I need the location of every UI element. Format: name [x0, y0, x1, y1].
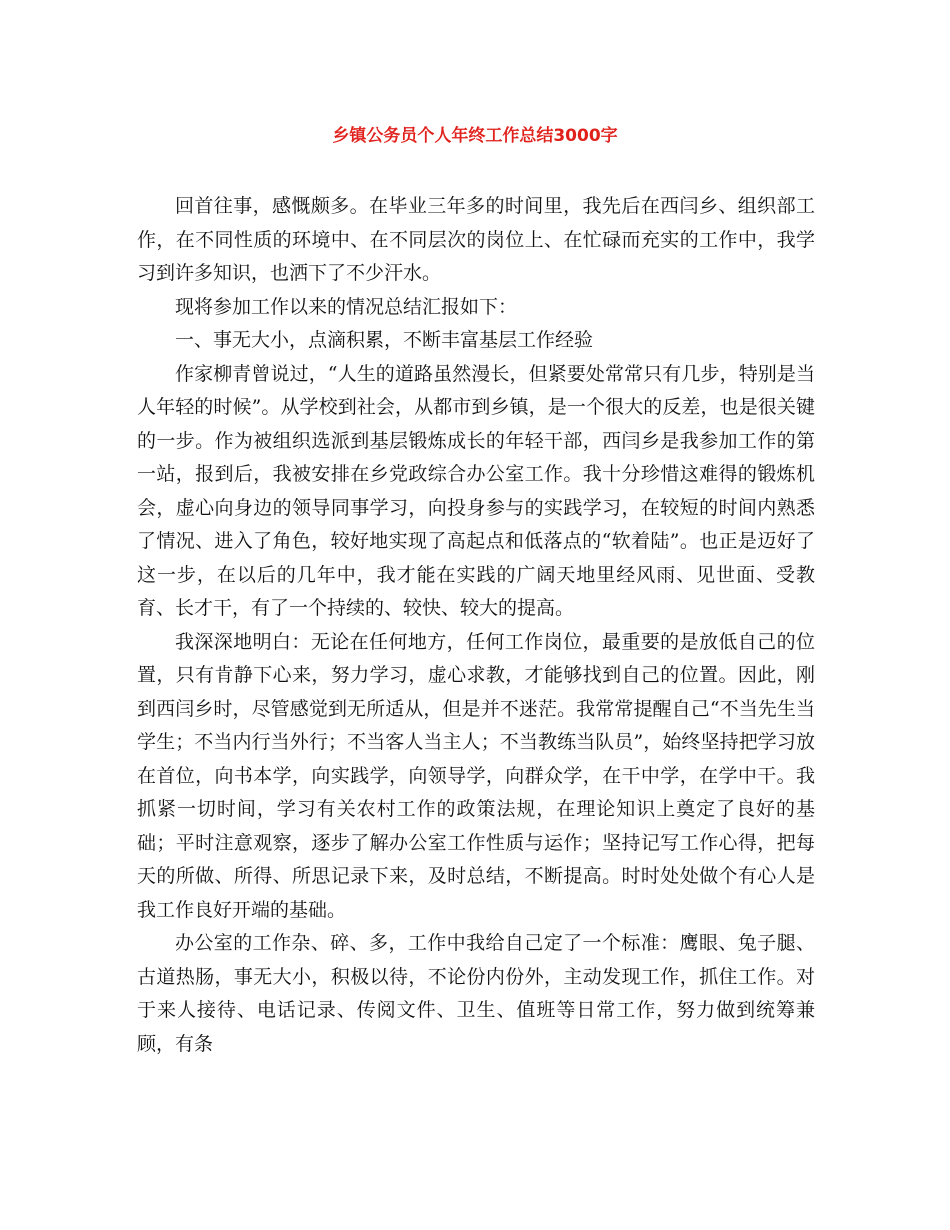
- paragraph-intro: 回首往事，感慨颇多。在毕业三年多的时间里，我先后在西闫乡、组织部工作，在不同性质的环境中、在不同层次的岗位上、在忙碌而充实的工作中，我学习到许多知识，也洒下了不少汗水。: [137, 195, 815, 284]
- paragraph-learning: 我深深地明白：无论在任何地方，任何工作岗位，最重要的是放低自己的位置，只有肯静下心来，努力学习，虚心求教，才能够找到自己的位置。因此，刚到西闫乡时，尽管感觉到无所适从，但是并不迷茫。我常常提醒自己“不当先生当学生；不当内行当外行；不当客人当主人；不当教练当队员”，始终坚持把学习放在首位，向书本学，向实践学，向领导学，向群众学，在干中学，在学中干。我抓紧一切时间，学习有关农村工作的政策法规，在理论知识上奠定了良好的基础；平时注意观察，逐步了解办公室工作性质与运作；坚持记写工作心得，把每天的所做、所得、所思记录下来，及时总结，不断提高。时时处处做个有心人是我工作良好开端的基础。: [137, 630, 815, 921]
- paragraph-office-work: 办公室的工作杂、碎、多，工作中我给自己定了一个标准：鹰眼、兔子腿、古道热肠，事无大小，积极以待，不论份内份外，主动发现工作，抓住工作。对于来人接待、电话记录、传阅文件、卫生、值班等日常工作，努力做到统筹兼顾，有条: [137, 932, 815, 1055]
- paragraph-liu-qing-quote: 作家柳青曾说过，“人生的道路虽然漫长，但紧要处常常只有几步，特别是当人年轻的时候”。从学校到社会，从都市到乡镇，是一个很大的反差，也是很关键的一步。作为被组织选派到基层锻炼成长的年轻干部，西闫乡是我参加工作的第一站，报到后，我被安排在乡党政综合办公室工作。我十分珍惜这难得的锻炼机会，虚心向身边的领导同事学习，向投身参与的实践学习，在较短的时间内熟悉了情况、进入了角色，较好地实现了高起点和低落点的“软着陆”。也正是迈好了这一步，在以后的几年中，我才能在实践的广阔天地里经风雨、见世面、受教育、长才干，有了一个持续的、较快、较大的提高。: [137, 362, 815, 619]
- document-title: 乡镇公务员个人年终工作总结3000字: [332, 126, 618, 146]
- document-body: [137, 190, 815, 1061]
- section-heading-1: 一、事无大小，点滴积累，不断丰富基层工作经验: [175, 329, 594, 351]
- paragraph-summary-lead: 现将参加工作以来的情况总结汇报如下：: [175, 295, 518, 318]
